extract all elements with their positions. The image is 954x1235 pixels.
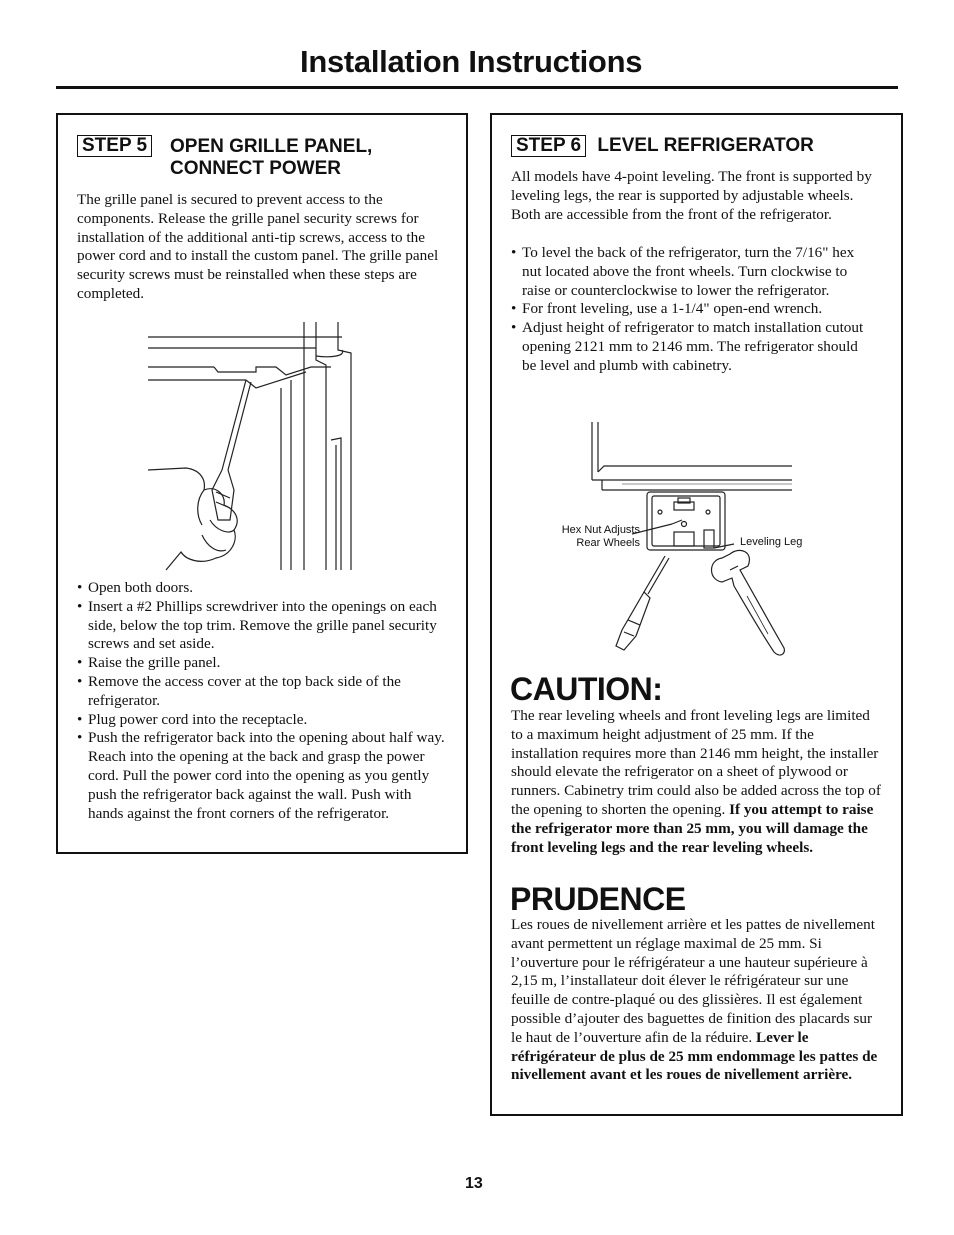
- step6-title: LEVEL REFRIGERATOR: [597, 135, 814, 156]
- leveling-leg-label: Leveling Leg: [740, 536, 803, 548]
- list-item: • Remove the access cover at the top back side of the refrigerator.: [77, 673, 447, 711]
- step6-box: [490, 113, 903, 1116]
- step5-badge: STEP 5: [77, 135, 152, 157]
- hex-nut-label-line1: Hex Nut Adjusts: [561, 524, 640, 536]
- prudence-text: [511, 916, 881, 1085]
- step6-bullets: [511, 244, 876, 376]
- list-item: • Insert a #2 Phillips screwdriver into the openings on each side, below the top trim. Remove the grille panel security screws and set aside.: [77, 598, 447, 654]
- step6-heading: [511, 135, 814, 157]
- page-title: Installation Instructions: [300, 44, 643, 79]
- list-item: • Open both doors.: [77, 579, 447, 598]
- step5-title-line2: CONNECT POWER: [170, 158, 341, 179]
- step6-intro: All models have 4-point leveling. The front is supported by leveling legs, the rear is supported by adjustable wheels. Both are accessible from the front of the refrigerator.: [511, 168, 872, 223]
- step5-title: [170, 136, 372, 180]
- grille-panel-illustration: [146, 320, 376, 572]
- list-item: • Plug power cord into the receptacle.: [77, 711, 447, 730]
- list-item: • Adjust height of refrigerator to match installation cutout opening 2121 mm to 2146 mm. The refrigerator should be level and plumb with cabinetry.: [511, 319, 876, 375]
- step5-intro: The grille panel is secured to prevent access to the components. Release the grille panel security screws for installation of the additional anti-tip screws, access to the power cord and to install the custom panel. The grille panel security screws must be reinstalled when these steps are completed.: [77, 191, 439, 302]
- step5-title-line1: OPEN GRILLE PANEL,: [170, 136, 373, 157]
- caution-text: [511, 707, 881, 857]
- list-item: • Raise the grille panel.: [77, 654, 447, 673]
- step5-bullets: [77, 579, 447, 823]
- step5-box: [56, 113, 468, 854]
- prudence-warning: Lever le réfrigérateur de plus de 25 mm endommage les pattes de nivellement avant et les roues de nivellement arrière.: [511, 1028, 878, 1084]
- prudence-heading: PRUDENCE: [510, 881, 686, 917]
- title-rule: [56, 86, 898, 89]
- step5-heading: [77, 135, 152, 157]
- page-number: 13: [465, 1175, 483, 1192]
- list-item: • For front leveling, use a 1-1/4" open-end wrench.: [511, 300, 876, 319]
- hex-nut-label-line2: Rear Wheels: [576, 537, 640, 549]
- caution-warning: If you attempt to raise the refrigerator more than 25 mm, you will damage the front leveling legs and the rear leveling wheels.: [511, 800, 874, 856]
- caution-body: The rear leveling wheels and front leveling legs are limited to a maximum height adjustment of 25 mm. If the installation requires more than 2146 mm height, the installer should elevate the refrigerator on a sheet of plywood or runners. Cabinetry trim could also be added across the top of the opening to shorten the opening.: [511, 707, 881, 818]
- prudence-body: Les roues de nivellement arrière et les pattes de nivellement avant permettent un réglage maximal de 25 mm. Si l’ouverture pour le réfrigérateur a une hauteur supérieure à 2,15 m, l’installateur doit élever le réfrigérateur sur une feuille de contre-plaqué ou des glissières. Il est également possible d’ajouter des baguettes de finition des placards sur le haut de l’ouverture afin de la réduire.: [511, 916, 875, 1046]
- caution-heading: CAUTION:: [510, 671, 663, 707]
- hex-nut-label: [540, 524, 640, 550]
- list-item: • To level the back of the refrigerator, turn the 7/16" hex nut located above the front wheels. Turn clockwise to raise or counterclockwise to lower the refrigerator.: [511, 244, 876, 300]
- step6-badge: STEP 6: [511, 135, 586, 157]
- list-item: • Push the refrigerator back into the opening about half way. Reach into the opening at the back and grasp the power cord. Pull the power cord into the opening as you gently push the refrigerator back against the wall. Push with hands against the front corners of the refrigerator.: [77, 729, 447, 823]
